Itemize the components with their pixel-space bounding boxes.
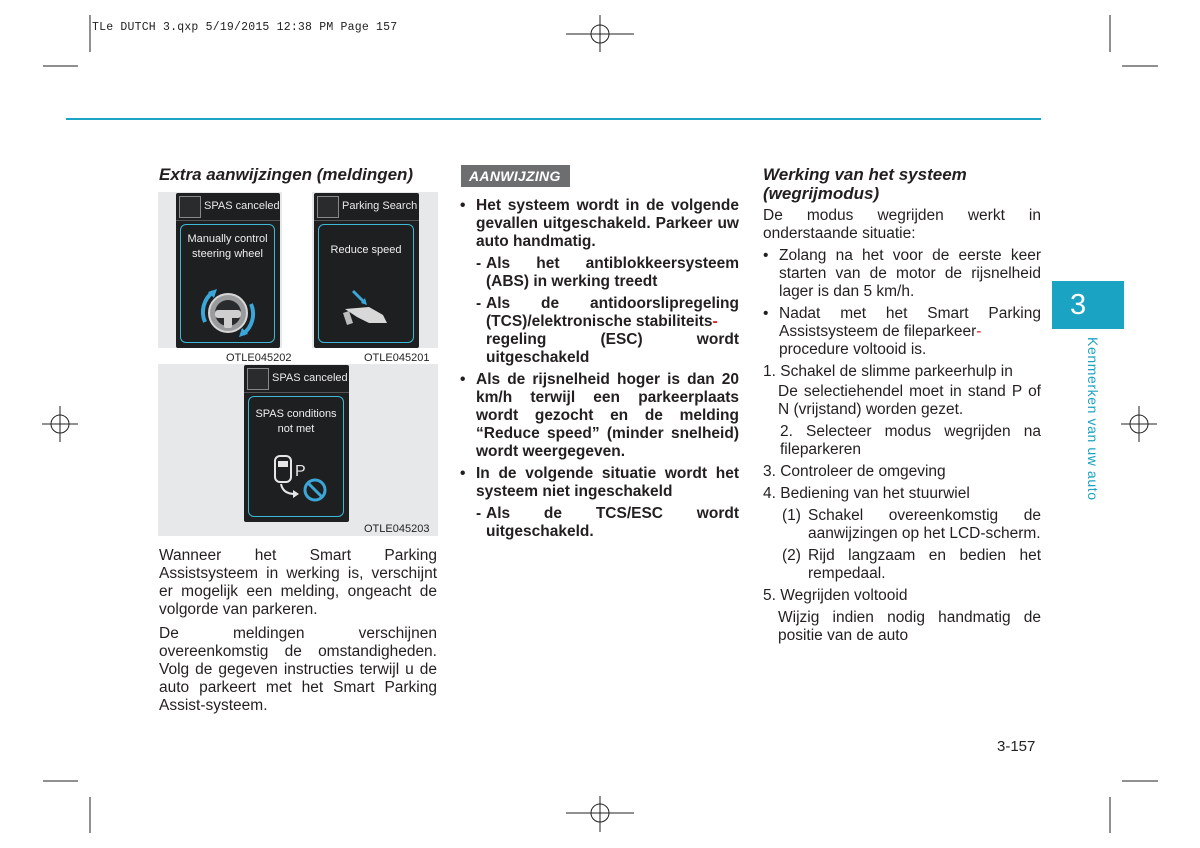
lcd-screen-conditions-not-met <box>244 365 349 522</box>
intro-text: De modus wegrijden werkt in onderstaande situatie: <box>763 207 1041 242</box>
substep-number: (1) <box>782 507 801 524</box>
section-heading: Extra aanwijzingen (meldingen) <box>159 165 414 184</box>
bullet-marker: • <box>763 247 769 264</box>
body-paragraph: Wanneer het Smart Parking Assistsysteem in werking is, verschijnt er mogelijk een melding, ongeacht de volgorde van parkeren. <box>159 547 437 618</box>
registration-mark-top <box>566 15 634 52</box>
screen-message-line: not met <box>277 423 315 435</box>
note-bullet <box>460 197 739 251</box>
note-dash-item <box>460 295 739 367</box>
list-item <box>763 247 1041 301</box>
bullet-marker: • <box>763 305 769 322</box>
note-badge: AANWIJZING <box>461 165 570 187</box>
hyphen-mark: - <box>712 313 718 330</box>
note-dash-text: regeling (ESC) wordt uitgeschakeld <box>486 331 739 366</box>
header-rule <box>66 118 1041 120</box>
dash-marker: - <box>476 255 482 272</box>
steering-wheel-icon <box>195 280 261 346</box>
hyphen-mark: - <box>976 323 982 340</box>
list-item-text: procedure voltooid is. <box>779 341 927 358</box>
registration-mark-left <box>42 406 78 442</box>
note-dash-item <box>460 255 739 291</box>
page-number: 3-157 <box>997 738 1036 755</box>
note-dash-text: Als het antiblokkeersysteem (ABS) in werking treedt <box>486 255 739 290</box>
substep-number: (2) <box>782 547 801 564</box>
dash-marker: - <box>476 505 482 522</box>
right-column <box>763 165 1041 649</box>
chapter-number: 3 <box>1070 289 1087 321</box>
step: 3. Controleer de omgeving <box>763 463 946 480</box>
substep-text: Rijd langzaam en bedien het rempedaal. <box>808 547 1041 582</box>
substep <box>763 547 1041 583</box>
note-bullet <box>460 465 739 501</box>
note-dash-text: Als de antidoorslipregeling (TCS)/elektronische stabiliteits <box>486 295 739 330</box>
step: 1. Schakel de slimme parkeerhulp in <box>763 363 1013 380</box>
dash-marker: - <box>476 295 482 312</box>
screen-message-line: SPAS conditions <box>255 408 337 420</box>
figure-caption: OTLE045202 <box>226 352 292 364</box>
figure-gutter <box>282 192 312 348</box>
note-content <box>460 197 739 545</box>
left-column-body <box>159 547 437 721</box>
body-paragraph: De meldingen verschijnen overeenkomstig de omstandigheden. Volg de gegeven instructies terwijl u de auto parkeert met het Smart Parking Assist-systeem. <box>159 625 437 714</box>
figure-caption: OTLE045203 <box>364 523 430 535</box>
step-detail: De selectiehendel moet in stand P of N (vrijstand) worden gezet. <box>778 383 1041 418</box>
screen-header-text: Parking Search <box>342 200 418 212</box>
screen-message-line: Reduce speed <box>330 244 402 256</box>
note-bullet-text: In de volgende situatie wordt het systeem niet ingeschakeld <box>476 465 739 500</box>
registration-mark-right <box>1121 406 1157 442</box>
bullet-marker: • <box>460 465 466 482</box>
step-detail: Wijzig indien nodig handmatig de positie van de auto <box>778 609 1041 644</box>
step: 4. Bediening van het stuurwiel <box>763 485 970 502</box>
figure-caption: OTLE045201 <box>364 352 430 364</box>
lcd-screen-parking-search <box>314 193 419 348</box>
list-item-text: Nadat met het Smart Parking Assistsysteem de fileparkeer <box>779 305 1041 340</box>
step: 5. Wegrijden voltooid <box>763 587 908 604</box>
svg-text:P: P <box>295 463 306 480</box>
note-bullet-text: Als de rijsnelheid hoger is dan 20 km/h terwijl een parkeerplaats wordt gezocht en de melding “Reduce speed” (minder snelheid) wordt weergegeven. <box>476 371 739 460</box>
screen-header-text: SPAS canceled <box>204 200 280 212</box>
chapter-tab <box>1052 281 1124 329</box>
screen-header-text: SPAS canceled <box>272 372 348 384</box>
note-dash-item <box>460 505 739 541</box>
left-column-heading-wrap <box>159 165 437 184</box>
substep <box>763 507 1041 543</box>
checkbox-icon <box>247 368 269 390</box>
substep-text: Schakel overeenkomstig de aanwijzingen op het LCD-scherm. <box>808 507 1041 542</box>
checkbox-icon <box>179 196 201 218</box>
screen-message-line: steering wheel <box>192 248 263 260</box>
registration-mark-bottom <box>566 796 634 832</box>
lcd-screen-spas-canceled <box>176 193 280 348</box>
checkbox-icon <box>317 196 339 218</box>
note-bullet-text: Het systeem wordt in de volgende gevallen uitgeschakeld. Parkeer uw auto handmatig. <box>476 197 739 250</box>
list-item <box>763 305 1041 359</box>
bullet-marker: • <box>460 371 466 388</box>
note-bullet <box>460 371 739 461</box>
car-parking-prohibited-icon <box>269 452 335 508</box>
bullet-marker: • <box>460 197 466 214</box>
foot-brake-pedal-icon <box>339 287 395 327</box>
chapter-title: Kenmerken van uw auto <box>1085 337 1101 501</box>
step: 2. Selecteer modus wegrijden na fileparkeren <box>780 423 1041 458</box>
list-item-text: Zolang na het voor de eerste keer starten van de motor de rijsnelheid lager is dan 5 km/h. <box>779 247 1041 300</box>
print-header: TLe DUTCH 3.qxp 5/19/2015 12:38 PM Page 157 <box>92 21 398 34</box>
note-dash-text: Als de TCS/ESC wordt uitgeschakeld. <box>486 505 739 540</box>
screen-message-line: Manually control <box>187 233 268 245</box>
section-heading: Werking van het systeem <box>763 165 967 184</box>
section-heading: (wegrijmodus) <box>763 184 880 203</box>
